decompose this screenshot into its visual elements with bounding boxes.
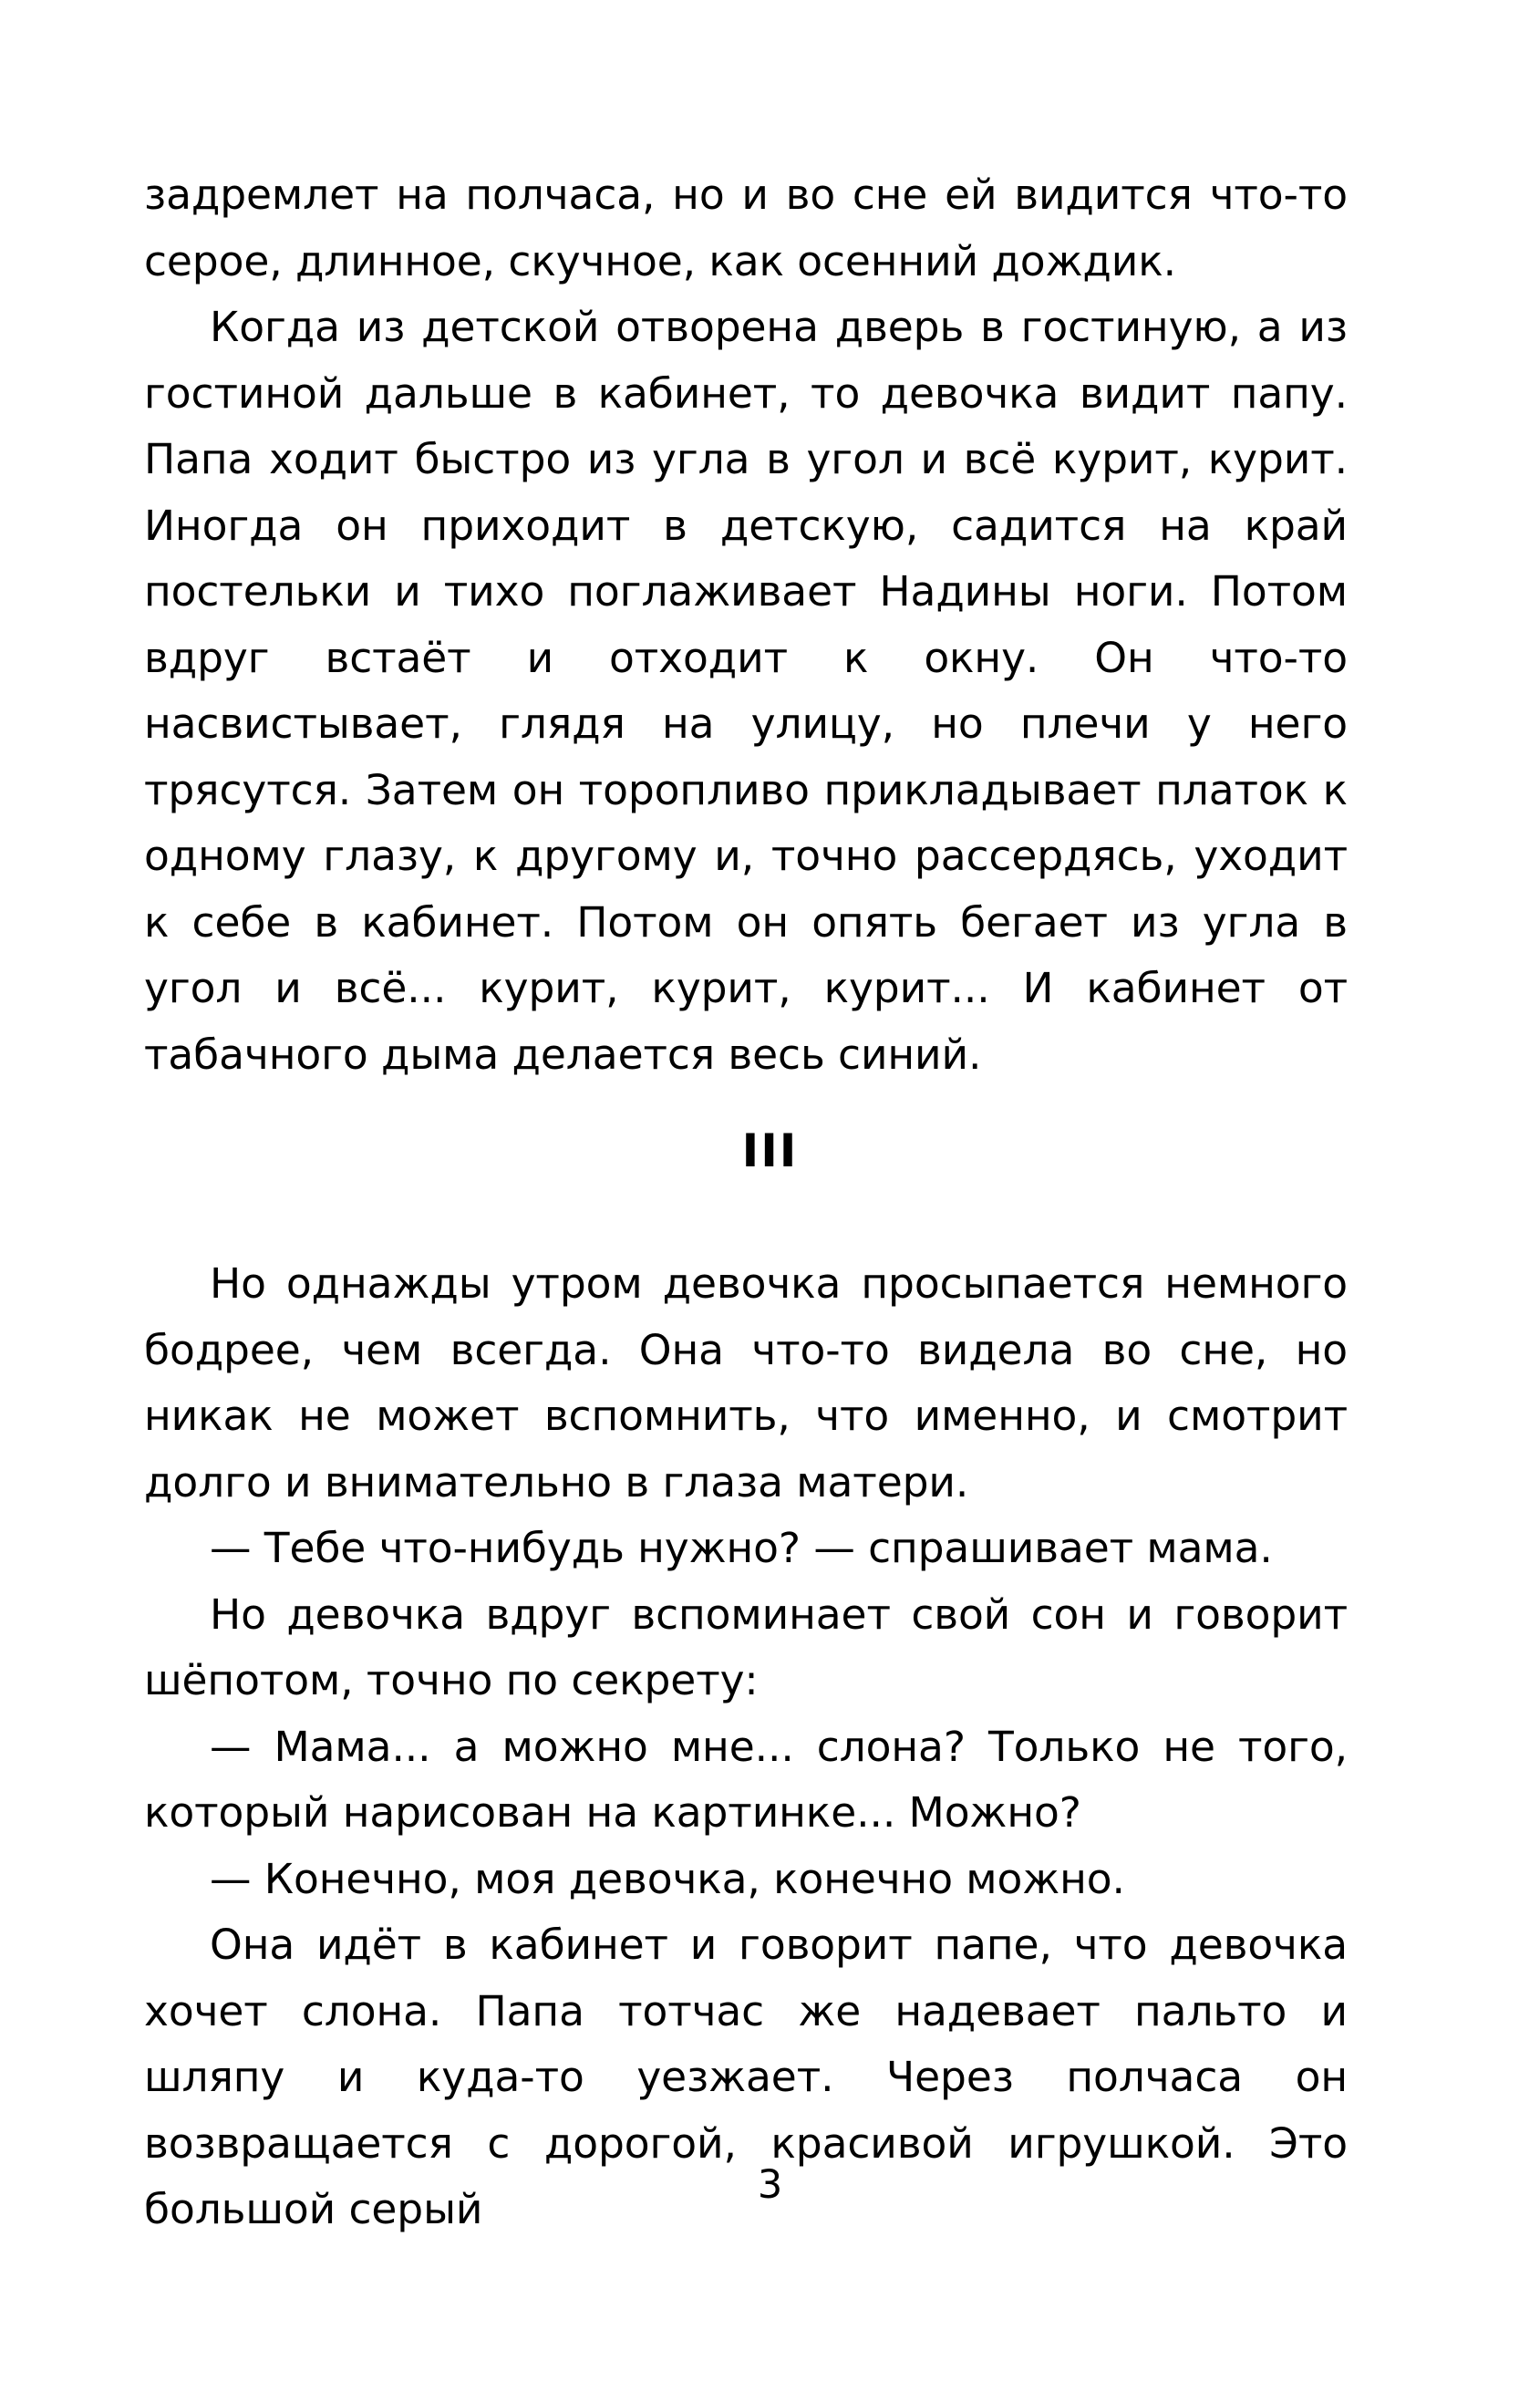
section-heading: III <box>741 1124 799 1177</box>
paragraph: Когда из детской отворена дверь в гостиную, а из гостиной дальше в кабинет, то девочка видит папу. Папа ходит быстро из угла в угол и всё курит, курит. Иногда он приходит в детскую, садится на край постельки и тихо поглаживает Надины ноги. Потом вдруг встаёт и отходит к окну. Он что-то насвистывает, глядя на улицу, но плечи у него трясутся. Затем он торопливо прикладывает платок к одному глазу, к другому и, точно рассердясь, уходит к себе в кабинет. Потом он опять бегает из угла в угол и всё... курит, курит, курит... И кабинет от табачного дыма делается весь синий. <box>144 303 1348 1079</box>
dialogue-line: — Конечно, моя девочка, конечно можно. <box>210 1854 1125 1903</box>
text-block-bottom <box>144 1251 1348 2243</box>
text-block-top <box>144 162 1348 1088</box>
paragraph: задремлет на полчаса, но и во сне ей видится что-то серое, длинное, скучное, как осенний дождик. <box>144 171 1348 285</box>
dialogue-line: — Тебе что-нибудь нужно? — спрашивает мама. <box>210 1524 1273 1572</box>
page-number: 3 <box>757 2162 783 2208</box>
paragraph: Но однажды утром девочка просыпается немного бодрее, чем всегда. Она что-то видела во сне, но никак не может вспомнить, что именно, и смотрит долго и внимательно в глаза матери. <box>144 1259 1348 1507</box>
paragraph: Она идёт в кабинет и говорит папе, что девочка хочет слона. Папа тотчас же надевает пальто и шляпу и куда-то уезжает. Через полчаса он возвращается с дорогой, красивой игрушкой. Это большой серый <box>144 1921 1348 2233</box>
dialogue-line: — Мама... а можно мне... слона? Только не того, который нарисован на картинке... Можно? <box>144 1722 1348 1837</box>
paragraph: Но девочка вдруг вспоминает свой сон и говорит шёпотом, точно по секрету: <box>144 1589 1348 1704</box>
